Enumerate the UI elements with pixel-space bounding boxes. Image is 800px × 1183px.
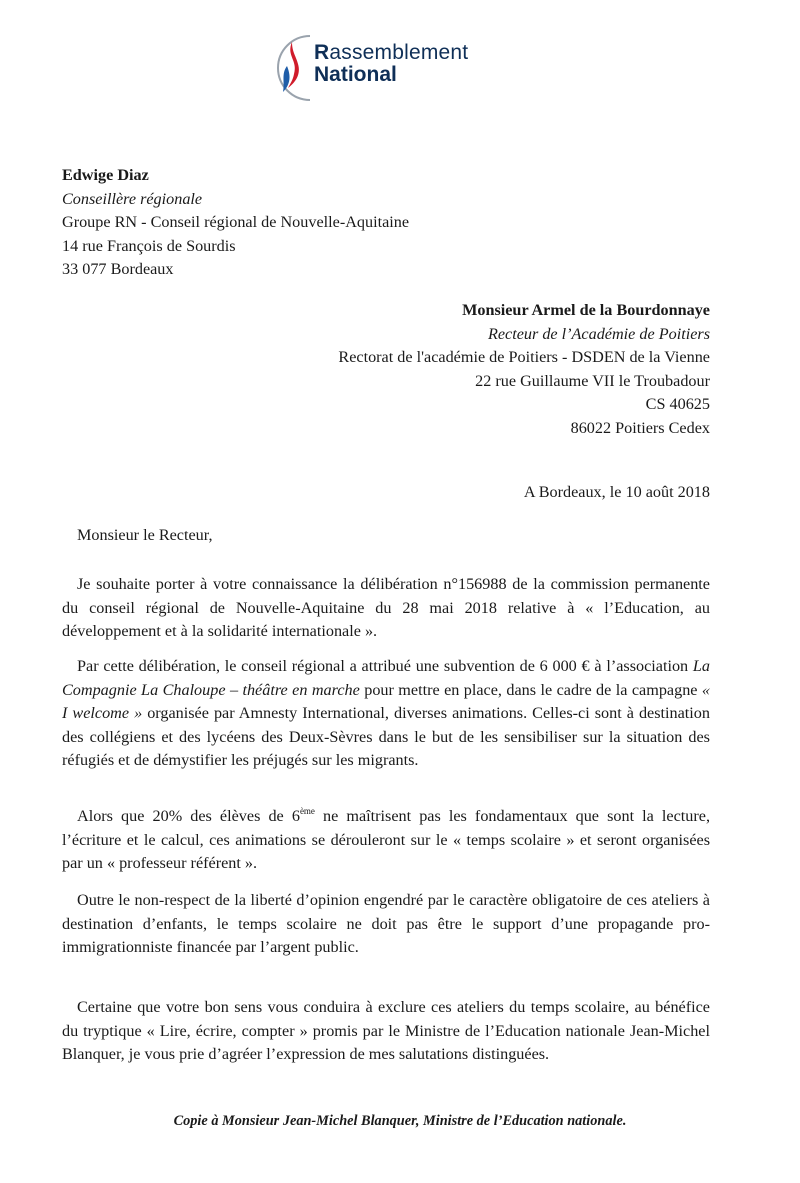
p2-text-c: organisée par Amnesty International, diverses animations. Celles-ci sont à destination des collégiens et des lycéens des Deux-Sèvres dans le but de les sensibiliser sur la situation des réfugiés et de démystifier les préjugés sur les migrants. bbox=[62, 704, 710, 770]
sender-city: 33 077 Bordeaux bbox=[62, 260, 174, 278]
recipient-cs: CS 40625 bbox=[645, 395, 710, 413]
paragraph-3 bbox=[62, 805, 710, 876]
paragraph-4: Outre le non-respect de la liberté d’opinion engendré par le caractère obligatoire de ces ateliers à destination d’enfants, le temps scolaire ne doit pas être le support d’une propagande pro-immigrationniste financée par l’argent public. bbox=[62, 891, 710, 957]
sender-name: Edwige Diaz bbox=[62, 166, 149, 184]
p2-text-b: pour mettre en place, dans le cadre de la campagne bbox=[359, 680, 702, 699]
sender-block bbox=[62, 164, 409, 282]
logo-word-2: National bbox=[314, 63, 397, 86]
association-name: La Compagnie La Chaloupe – théâtre en marche bbox=[62, 657, 710, 699]
campaign-name: « I welcome » bbox=[62, 680, 710, 723]
sender-title: Conseillère régionale bbox=[62, 189, 203, 208]
date-line: A Bordeaux, le 10 août 2018 bbox=[523, 483, 710, 501]
p3-text-a: Alors que 20% des élèves de 6 bbox=[77, 807, 300, 825]
p3-text-b: ne maîtrisent pas les fondamentaux que sont la lecture, l’écriture et le calcul, ces animations se dérouleront sur le « temps scolaire » et seront organisées par un « professeur référent ». bbox=[62, 807, 710, 873]
recipient-city: 86022 Poitiers Cedex bbox=[570, 418, 710, 437]
recipient-block bbox=[338, 299, 710, 440]
p3-superscript: ème bbox=[299, 806, 315, 816]
rassemblement-national-logo bbox=[266, 30, 496, 105]
salutation: Monsieur le Recteur, bbox=[77, 526, 213, 544]
sender-group: Groupe RN - Conseil régional de Nouvelle-Aquitaine bbox=[62, 213, 410, 231]
copy-note: Copie à Monsieur Jean-Michel Blanquer, Ministre de l’Education nationale. bbox=[173, 1113, 627, 1129]
recipient-title: Recteur de l’Académie de Poitiers bbox=[487, 324, 710, 343]
paragraph-5: Certaine que votre bon sens vous conduira à exclure ces ateliers du temps scolaire, au bénéfice du tryptique « Lire, écrire, compter » promis par le Ministre de l’Education nationale Jean-Michel Blanquer, je vous prie d’agréer l’expression de mes salutations distinguées. bbox=[62, 998, 710, 1064]
logo-initial: R bbox=[314, 41, 330, 64]
recipient-name: Monsieur Armel de la Bourdonnaye bbox=[462, 301, 710, 319]
paragraph-1: Je souhaite porter à votre connaissance la délibération n°156988 de la commission permanente du conseil régional de Nouvelle-Aquitaine du 28 mai 2018 relative à « l’Education, au développement et à la solidarité internationale ». bbox=[62, 575, 710, 641]
recipient-street: 22 rue Guillaume VII le Troubadour bbox=[475, 371, 710, 390]
p2-text-a: Par cette délibération, le conseil régional a attribué une subvention de 6 000 € à l’association bbox=[77, 657, 693, 675]
sender-street: 14 rue François de Sourdis bbox=[62, 236, 236, 255]
logo-word-1: assemblement bbox=[329, 41, 469, 64]
paragraph-2 bbox=[62, 655, 710, 773]
recipient-office: Rectorat de l'académie de Poitiers - DSDEN de la Vienne bbox=[338, 348, 710, 366]
